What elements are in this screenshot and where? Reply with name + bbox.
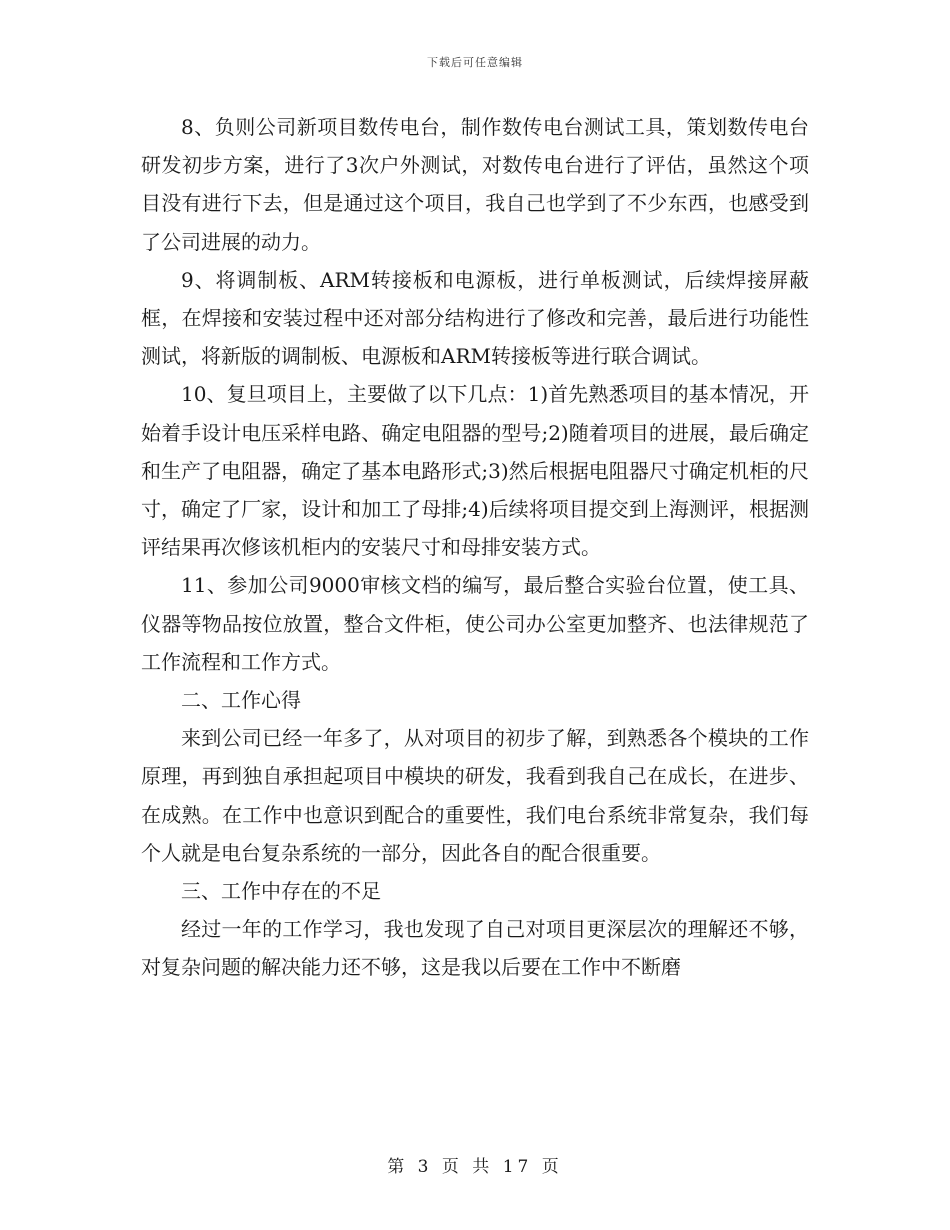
paragraph-item-10: 10、复旦项目上，主要做了以下几点：1)首先熟悉项目的基本情况，开始着手设计电压采样电路、确定电阻器的型号;2)随着项目的进展，最后确定和生产了电阻器，确定了基本电路形式;3)然后根据电阻器尺寸确定机柜的尺寸，确定了厂家，设计和加工了母排;4)后续将项目提交到上海测评，根据测评结果再次修该机柜内的安装尺寸和母排安装方式。 <box>141 382 809 560</box>
paragraph-shortcomings: 经过一年的工作学习，我也发现了自己对项目更深层次的理解还不够，对复杂问题的解决能力还不够，这是我以后要在工作中不断磨 <box>141 917 809 980</box>
paragraph-work-experience: 来到公司已经一年多了，从对项目的初步了解，到熟悉各个模块的工作原理，再到独自承担起项目中模块的研发，我看到我自己在成长，在进步、在成熟。在工作中也意识到配合的重要性，我们电台系统非常复杂，我们每个人就是电台复杂系统的一部分，因此各自的配合很重要。 <box>141 726 809 865</box>
section-heading-shortcomings: 三、工作中存在的不足 <box>181 879 381 904</box>
section-heading-work-experience: 二、工作心得 <box>181 688 301 713</box>
page-header: 下载后可任意编辑 <box>427 56 523 69</box>
paragraph-item-11: 11、参加公司9000审核文档的编写，最后整合实验台位置，使工具、仪器等物品按位放置，整合文件柜，使公司办公室更加整齐、也法律规范了工作流程和工作方式。 <box>141 573 809 674</box>
paragraph-item-9: 9、将调制板、ARM转接板和电源板，进行单板测试，后续焊接屏蔽框，在焊接和安装过程中还对部分结构进行了修改和完善，最后进行功能性测试，将新版的调制板、电源板和ARM转接板等进行联合调试。 <box>141 267 809 369</box>
page-number-footer: 第 3 页 共 17 页 <box>387 1157 563 1177</box>
document-body <box>141 108 809 987</box>
paragraph-item-8: 8、负则公司新项目数传电台，制作数传电台测试工具，策划数传电台研发初步方案，进行了3次户外测试，对数传电台进行了评估，虽然这个项目没有进行下去，但是通过这个项目，我自己也学到了不少东西，也感受到了公司进展的动力。 <box>141 115 809 254</box>
